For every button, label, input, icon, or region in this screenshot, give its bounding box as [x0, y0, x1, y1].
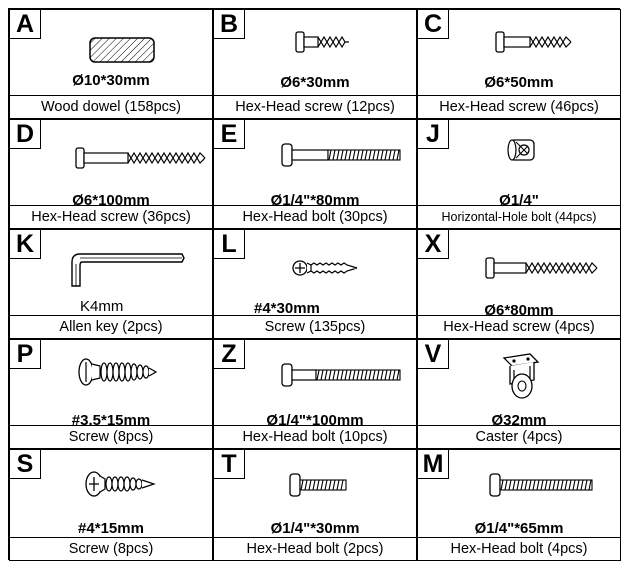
part-name: Allen key (2pcs) [10, 315, 212, 338]
part-letter: B [214, 10, 245, 39]
barrel-nut-icon [418, 120, 620, 192]
part-size: Ø1/4"*80mm [270, 192, 360, 209]
part-name: Wood dowel (158pcs) [10, 95, 212, 118]
part-letter: X [418, 230, 449, 259]
part-letter: C [418, 10, 449, 39]
part-cell-v [417, 339, 621, 449]
part-letter: Z [214, 340, 245, 369]
hex-head-screw-icon [214, 10, 416, 82]
part-cell-c [417, 9, 621, 119]
part-letter: T [214, 450, 245, 479]
part-name: Hex-Head bolt (30pcs) [214, 205, 416, 228]
part-letter: J [418, 120, 449, 149]
hex-head-bolt-icon [214, 120, 416, 192]
part-size: Ø1/4"*65mm [474, 520, 564, 537]
part-cell-x [417, 229, 621, 339]
part-size: Ø6*80mm [484, 302, 554, 319]
slotted-screw-icon [10, 340, 212, 412]
part-letter: P [10, 340, 41, 369]
part-name: Hex-Head bolt (2pcs) [214, 537, 416, 560]
part-letter: M [418, 450, 449, 479]
allen-key-icon [10, 230, 212, 302]
part-letter: D [10, 120, 41, 149]
part-cell-z [213, 339, 417, 449]
part-cell-b [213, 9, 417, 119]
part-name: Hex-Head bolt (10pcs) [214, 425, 416, 448]
hardware-parts-table [8, 8, 620, 560]
part-size: Ø10*30mm [72, 72, 150, 89]
part-name: Screw (8pcs) [10, 537, 212, 560]
part-cell-e [213, 119, 417, 229]
hex-head-bolt-icon [214, 340, 416, 412]
part-size: Ø1/4" [499, 192, 539, 209]
part-letter: E [214, 120, 245, 149]
caster-icon [418, 340, 620, 412]
part-cell-k [9, 229, 213, 339]
part-letter: L [214, 230, 245, 259]
part-size: Ø6*50mm [484, 74, 554, 91]
part-size: K4mm [80, 298, 124, 315]
hex-head-screw-icon [10, 120, 212, 192]
part-size: Ø32mm [491, 412, 547, 429]
part-letter: V [418, 340, 449, 369]
part-name: Screw (135pcs) [214, 315, 416, 338]
hex-head-screw-icon [418, 10, 620, 82]
part-name: Caster (4pcs) [418, 425, 620, 448]
part-name: Hex-Head screw (4pcs) [418, 315, 620, 338]
part-cell-s [9, 449, 213, 561]
hex-head-bolt-icon [214, 450, 416, 522]
part-name: Horizontal-Hole bolt (44pcs) [418, 205, 620, 228]
part-name: Hex-Head screw (12pcs) [214, 95, 416, 118]
part-name: Screw (8pcs) [10, 425, 212, 448]
phillips-screw-icon [10, 450, 212, 522]
hex-head-screw-icon [418, 230, 620, 302]
part-name: Hex-Head screw (46pcs) [418, 95, 620, 118]
phillips-screw-icon [214, 230, 416, 302]
part-letter: A [10, 10, 41, 39]
part-cell-p [9, 339, 213, 449]
part-size: Ø6*100mm [72, 192, 150, 209]
part-name: Hex-Head screw (36pcs) [10, 205, 212, 228]
hex-head-bolt-icon [418, 450, 620, 522]
part-size: #3.5*15mm [71, 412, 151, 429]
part-cell-d [9, 119, 213, 229]
part-cell-l [213, 229, 417, 339]
part-cell-t [213, 449, 417, 561]
part-cell-a [9, 9, 213, 119]
part-size: Ø1/4"*30mm [270, 520, 360, 537]
part-cell-m [417, 449, 621, 561]
part-letter: S [10, 450, 41, 479]
part-cell-j [417, 119, 621, 229]
part-name: Hex-Head bolt (4pcs) [418, 537, 620, 560]
part-size: Ø1/4"*100mm [266, 412, 364, 429]
part-letter: K [10, 230, 41, 259]
part-size: Ø6*30mm [280, 74, 350, 91]
part-size: #4*15mm [78, 520, 144, 537]
part-size: #4*30mm [254, 300, 320, 317]
